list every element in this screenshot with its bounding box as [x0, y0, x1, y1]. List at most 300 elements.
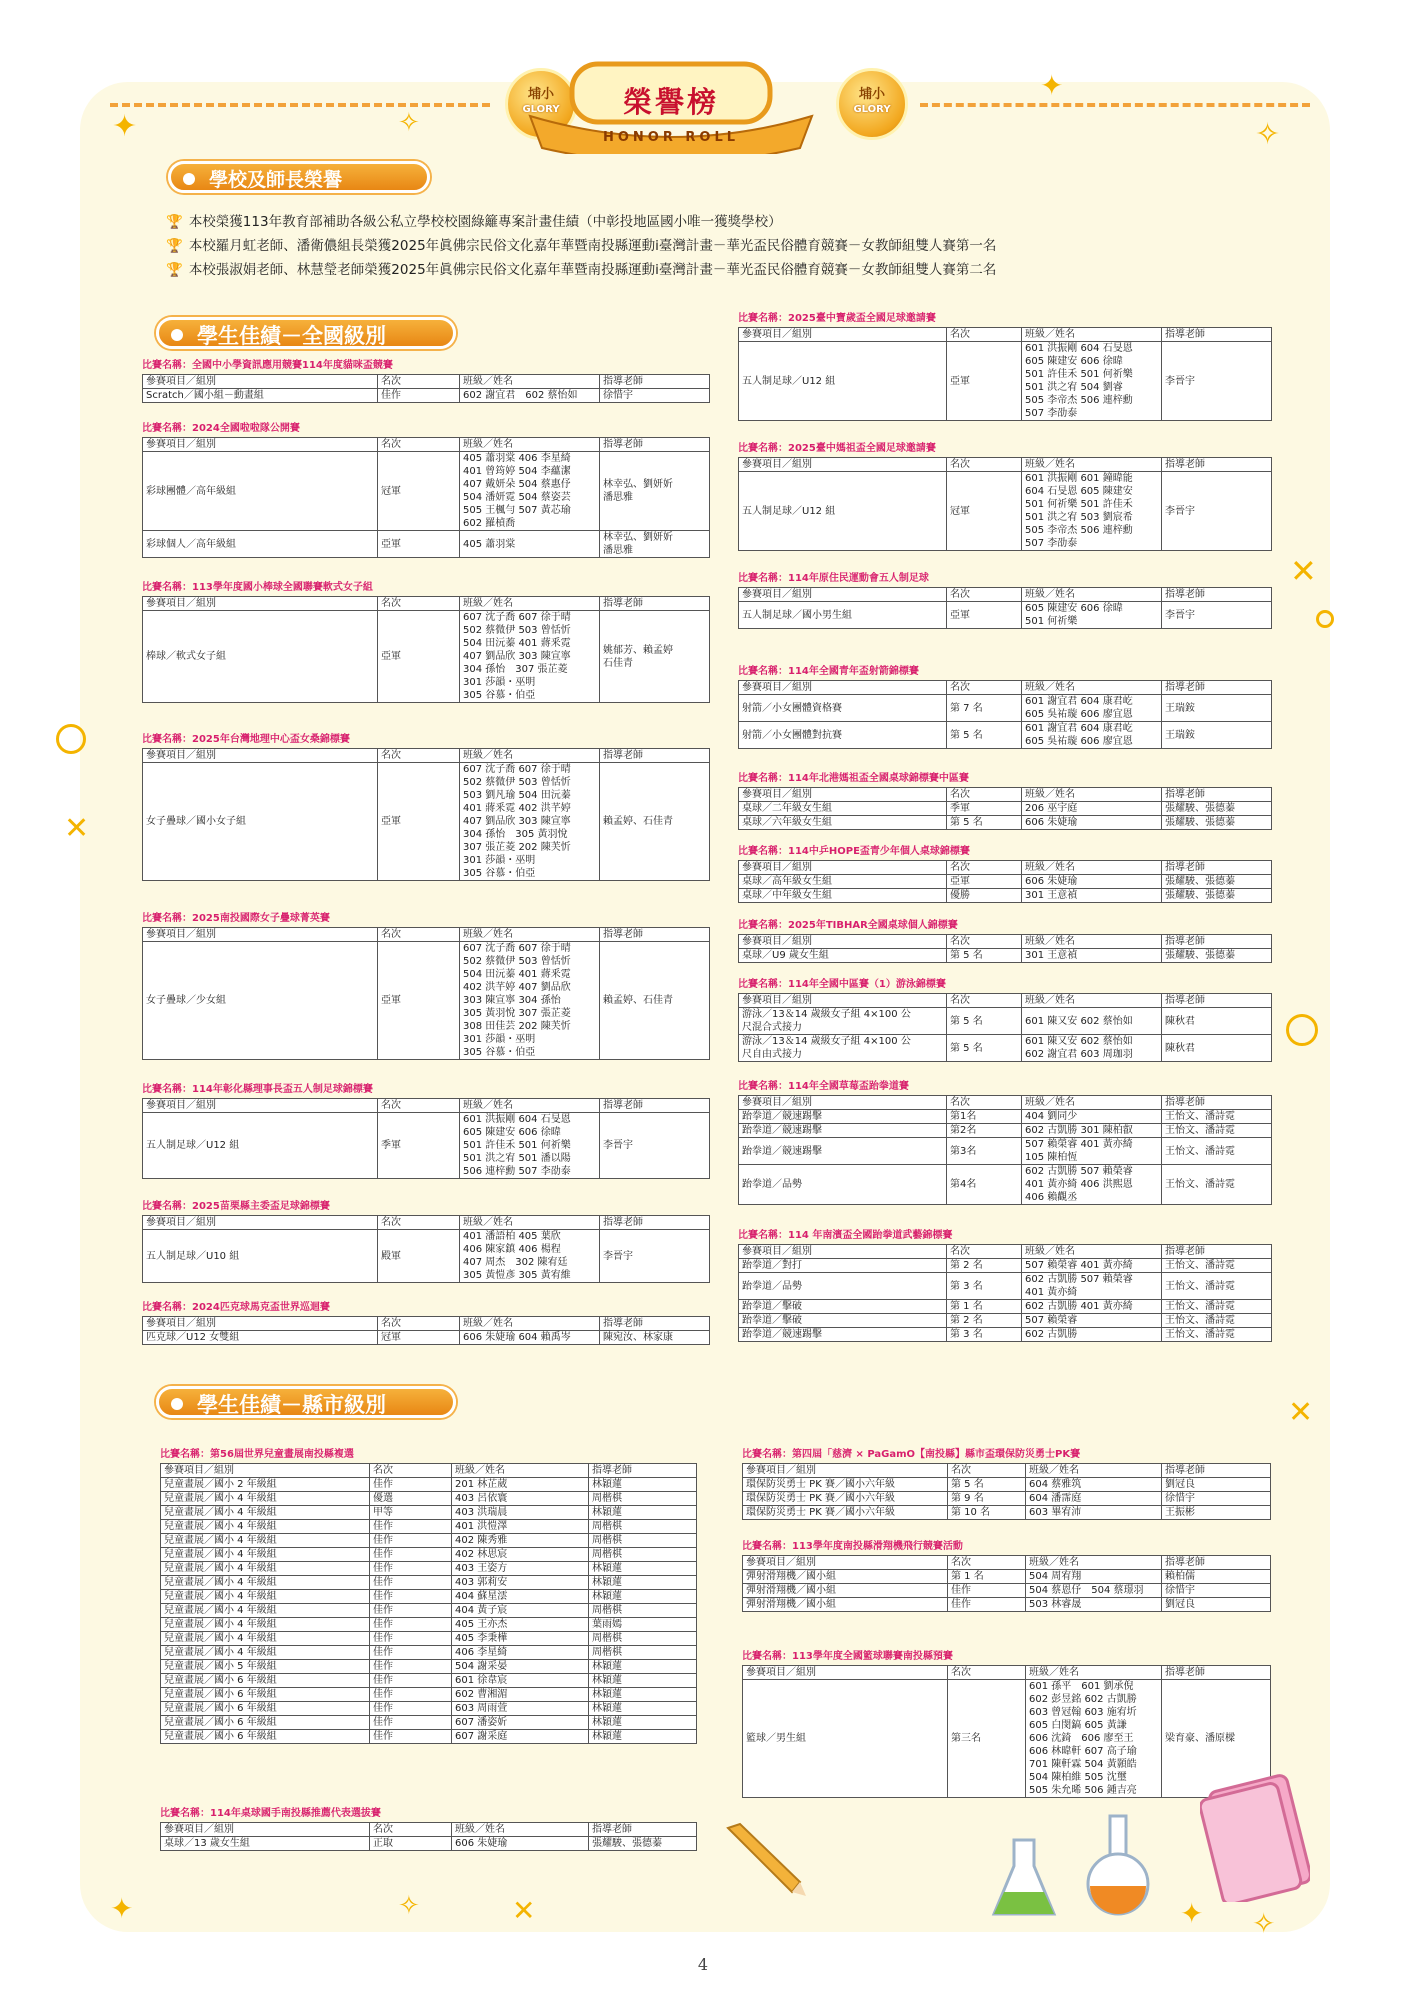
table-cell: 601 陳又安 602 蔡怡如 — [1022, 1008, 1162, 1035]
table-cell: 賴柏儒 — [1162, 1570, 1271, 1584]
table-cell: 第2名 — [947, 1124, 1022, 1138]
table-cell: 佳作 — [370, 1590, 452, 1604]
table-header-cell: 指導老師 — [1162, 1556, 1271, 1570]
table-header-cell: 班級／姓名 — [1022, 994, 1162, 1008]
table-cell: 桌球／U9 歲女生組 — [739, 949, 947, 963]
table-cell: 604 蔡雅筑 — [1026, 1478, 1162, 1492]
table-cell: 第 2 名 — [947, 1314, 1022, 1328]
table-cell: 李晉宇 — [1162, 602, 1272, 629]
competition-title: 比賽名稱：第四屆「慈濟 × PaGamO【南投縣】縣市盃環保防災勇士PK賽 — [742, 1449, 1081, 1460]
table-cell: 第 7 名 — [947, 695, 1022, 722]
table-header-cell: 參賽項目／組別 — [743, 1556, 948, 1570]
table-row — [739, 1124, 1272, 1138]
table-cell: 601 洪振剛 604 石旻恩 605 陳建安 606 徐暐 501 許佳禾 501 何祈樂 501 洪之宥 504 劉睿 505 李帝杰 506 連梓勳 507 李劭泰 — [1022, 342, 1162, 421]
results-table — [160, 1463, 697, 1744]
pencil-icon — [720, 1820, 810, 1900]
table-cell: 兒童畫展／國小 6 年級組 — [161, 1674, 370, 1688]
table-cell: 兒童畫展／國小 4 年級組 — [161, 1604, 370, 1618]
table-header-cell: 名次 — [378, 1317, 460, 1331]
table-cell: 彈射滑翔機／國小組 — [743, 1584, 948, 1598]
table-cell: 王怡文、潘詩霓 — [1162, 1328, 1272, 1342]
table-cell: 兒童畫展／國小 4 年級組 — [161, 1534, 370, 1548]
table-cell: 張耀駿、張德蓁 — [1162, 875, 1272, 889]
table-cell: 第3名 — [947, 1138, 1022, 1165]
heading-dot-icon — [171, 1398, 183, 1410]
table-row — [143, 942, 710, 1060]
results-table — [142, 748, 710, 881]
table-cell: 604 潘霈庭 — [1026, 1492, 1162, 1506]
table-cell: 603 畢宥沛 — [1026, 1506, 1162, 1520]
competition-title: 比賽名稱：全國中小學資訊應用競賽114年度貓咪盃競賽 — [142, 360, 393, 371]
competition-title: 比賽名稱：2025年台灣地理中心盃女桑錦標賽 — [142, 734, 350, 745]
competition-section — [742, 1538, 1271, 1612]
flask-orange-icon — [1080, 1812, 1160, 1918]
table-cell: 兒童畫展／國小 6 年級組 — [161, 1730, 370, 1744]
competition-title: 比賽名稱：2024全國啦啦隊公開賽 — [142, 423, 300, 434]
table-row — [739, 816, 1272, 830]
table-row — [743, 1478, 1271, 1492]
table-cell: 兒童畫展／國小 4 年級組 — [161, 1590, 370, 1604]
table-header-row — [143, 1099, 710, 1113]
table-header-row — [743, 1666, 1271, 1680]
table-header-cell: 參賽項目／組別 — [143, 438, 378, 452]
table-header-row — [143, 597, 710, 611]
table-cell: 第 3 名 — [947, 1328, 1022, 1342]
table-cell: 跆拳道／擊破 — [739, 1300, 947, 1314]
table-row — [739, 1110, 1272, 1124]
table-header-row — [143, 438, 710, 452]
table-cell: 姚郁芳、賴孟婷 石佳青 — [600, 611, 710, 703]
table-header-row — [739, 788, 1272, 802]
table-header-cell: 參賽項目／組別 — [739, 935, 947, 949]
table-row — [143, 389, 710, 403]
table-cell: 周楷棋 — [589, 1534, 697, 1548]
table-header-cell: 班級／姓名 — [1022, 588, 1162, 602]
table-row — [143, 763, 710, 881]
table-header-row — [143, 749, 710, 763]
table-cell: 正取 — [370, 1837, 452, 1851]
table-cell: 兒童畫展／國小 4 年級組 — [161, 1548, 370, 1562]
results-table — [738, 587, 1272, 629]
table-cell: 602 曹湘湄 — [452, 1688, 589, 1702]
table-cell: 桌球／二年級女生組 — [739, 802, 947, 816]
table-row — [143, 611, 710, 703]
table-row — [161, 1688, 697, 1702]
table-cell: 403 呂依寰 — [452, 1492, 589, 1506]
table-cell: 跆拳道／競速踢擊 — [739, 1138, 947, 1165]
table-header-cell: 參賽項目／組別 — [143, 597, 378, 611]
table-cell: 601 洪振剛 604 石旻恩 605 陳建安 606 徐暐 501 許佳禾 501 何祈樂 501 洪之宥 501 潘以陽 506 連梓勳 507 李劭泰 — [460, 1113, 600, 1179]
table-cell: 彩球個人／高年級組 — [143, 531, 378, 558]
table-header-cell: 參賽項目／組別 — [143, 1099, 378, 1113]
sparkle-outline-icon: ✧ — [1252, 1907, 1276, 1940]
table-header-row — [143, 1317, 710, 1331]
results-table — [142, 374, 710, 403]
table-row — [739, 1259, 1272, 1273]
results-table — [742, 1665, 1271, 1798]
table-cell: 第 1 名 — [947, 1300, 1022, 1314]
table-header-row — [739, 328, 1272, 342]
table-header-cell: 班級／姓名 — [1026, 1666, 1162, 1680]
table-cell: 林幸弘、劉妍妡 潘思雅 — [600, 452, 710, 531]
table-header-cell: 名次 — [370, 1823, 452, 1837]
competition-title: 比賽名稱：2025苗栗縣主委盃足球錦標賽 — [142, 1201, 330, 1212]
table-cell: 301 王意禎 — [1022, 889, 1162, 903]
table-cell: 403 洪瑞晨 — [452, 1506, 589, 1520]
table-header-cell: 名次 — [948, 1666, 1026, 1680]
table-header-cell: 名次 — [948, 1464, 1026, 1478]
table-cell: 陳秋君 — [1162, 1035, 1272, 1062]
honor-item — [166, 234, 996, 258]
table-cell: 第 2 名 — [947, 1259, 1022, 1273]
table-cell: 五人制足球／U12 組 — [739, 342, 947, 421]
table-cell: 504 蔡恩伃 504 蔡璟羽 — [1026, 1584, 1162, 1598]
table-cell: 607 沈子喬 607 徐于晴 502 蔡微伊 503 曾恬忻 504 田沅蓁 401 蔣釆霓 402 洪芊婷 407 劉品欣 303 陳宣寧 304 孫怡 305 黃羽悅 307 張芷菱 308 田佳芸 202 陳芙忻 301 莎韻・巫明 305 谷慕・伯亞 — [460, 942, 600, 1060]
competition-section — [142, 1081, 710, 1179]
table-header-cell: 指導老師 — [1162, 1245, 1272, 1259]
table-cell: 林幸弘、劉妍妡 潘思雅 — [600, 531, 710, 558]
table-header-row — [739, 935, 1272, 949]
table-cell: 賴孟婷、石佳青 — [600, 942, 710, 1060]
table-cell: 603 周雨萱 — [452, 1702, 589, 1716]
table-cell: 王怡文、潘詩霓 — [1162, 1110, 1272, 1124]
table-header-cell: 班級／姓名 — [460, 1317, 600, 1331]
circle-icon — [1316, 610, 1334, 628]
table-cell: 佳作 — [370, 1548, 452, 1562]
honor-item-text: 本校張淑娟老師、林慧瑩老師榮獲2025年眞佛宗民俗文化嘉年華暨南投縣運動i臺灣計畫－華光盃民俗體育競賽－女教師組雙人賽第二名 — [188, 262, 997, 278]
table-cell: 佳作 — [948, 1584, 1026, 1598]
table-cell: 李晉宇 — [1162, 342, 1272, 421]
table-cell: 佳作 — [370, 1562, 452, 1576]
table-header-row — [161, 1823, 697, 1837]
table-cell: 林穎蓮 — [589, 1730, 697, 1744]
sparkle-icon: ✦ — [1040, 69, 1064, 102]
table-cell: 五人制足球／U10 組 — [143, 1230, 378, 1283]
table-cell: 第三名 — [948, 1680, 1026, 1798]
results-table — [738, 327, 1272, 421]
heading-dot-icon — [183, 173, 195, 185]
competition-section — [742, 1648, 1271, 1798]
table-header-cell: 名次 — [948, 1556, 1026, 1570]
competition-section — [738, 663, 1272, 749]
table-cell: 佳作 — [370, 1632, 452, 1646]
competition-section — [738, 770, 1272, 830]
table-row — [739, 1300, 1272, 1314]
table-header-row — [739, 1245, 1272, 1259]
heading-dot-icon — [171, 329, 183, 341]
trophy-icon: 🏆 — [166, 238, 183, 254]
table-header-cell: 參賽項目／組別 — [739, 788, 947, 802]
table-cell: 402 陳秀雅 — [452, 1534, 589, 1548]
table-cell: 林穎蓮 — [589, 1478, 697, 1492]
table-header-cell: 參賽項目／組別 — [143, 749, 378, 763]
page-subtitle: HONOR ROLL — [602, 130, 740, 145]
table-row — [739, 695, 1272, 722]
table-cell: 佳作 — [370, 1674, 452, 1688]
table-header-cell: 班級／姓名 — [1026, 1464, 1162, 1478]
table-header-cell: 班級／姓名 — [460, 597, 600, 611]
table-cell: 陳秋君 — [1162, 1008, 1272, 1035]
competition-section — [142, 1198, 710, 1283]
competition-title: 比賽名稱：114年桌球國手南投縣推薦代表選拔賽 — [160, 1808, 381, 1819]
table-cell: 亞軍 — [947, 602, 1022, 629]
table-header-cell: 班級／姓名 — [1022, 681, 1162, 695]
results-table — [738, 934, 1272, 963]
table-cell: 游泳／13＆14 歲級女子組 4×100 公 尺自由式接力 — [739, 1035, 947, 1062]
table-cell: 林穎蓮 — [589, 1674, 697, 1688]
table-cell: 林穎蓮 — [589, 1590, 697, 1604]
table-header-cell: 參賽項目／組別 — [143, 928, 378, 942]
table-header-cell: 班級／姓名 — [1022, 1245, 1162, 1259]
national-heading-text: 學生佳績－全國級別 — [197, 324, 386, 348]
table-header-cell: 名次 — [947, 328, 1022, 342]
results-table — [742, 1463, 1271, 1520]
table-cell: 兒童畫展／國小 5 年級組 — [161, 1660, 370, 1674]
results-table — [738, 680, 1272, 749]
sparkle-icon: ✦ — [1180, 1897, 1204, 1930]
table-cell: 王怡文、潘詩霓 — [1162, 1314, 1272, 1328]
table-cell: 跆拳道／擊破 — [739, 1314, 947, 1328]
table-row — [161, 1590, 697, 1604]
table-row — [161, 1730, 697, 1744]
table-row — [739, 1314, 1272, 1328]
table-header-cell: 指導老師 — [1162, 328, 1272, 342]
competition-section — [738, 917, 1272, 963]
competition-title: 比賽名稱：2025年TIBHAR全國桌球個人錦標賽 — [738, 920, 958, 931]
table-cell: 季軍 — [947, 802, 1022, 816]
table-header-cell: 參賽項目／組別 — [739, 588, 947, 602]
table-header-row — [143, 1216, 710, 1230]
table-cell: 五人制足球／U12 組 — [143, 1113, 378, 1179]
sparkle-icon: ✦ — [112, 109, 138, 144]
table-header-row — [739, 1096, 1272, 1110]
competition-title: 比賽名稱：2024匹克球馬克盃世界巡迴賽 — [142, 1302, 330, 1313]
table-cell: 周楷棋 — [589, 1604, 697, 1618]
medal-right-bottom: GLORY — [853, 104, 891, 115]
competition-section — [142, 1299, 710, 1345]
table-cell: 射箭／小女團體對抗賽 — [739, 722, 947, 749]
table-cell: 佳作 — [370, 1534, 452, 1548]
table-cell: 桌球／中年級女生組 — [739, 889, 947, 903]
header-dash-left — [110, 103, 490, 107]
table-cell: 劉冠良 — [1162, 1598, 1271, 1612]
table-header-cell: 名次 — [378, 438, 460, 452]
table-header-cell: 指導老師 — [589, 1464, 697, 1478]
table-header-cell: 班級／姓名 — [452, 1464, 589, 1478]
table-cell: 第 5 名 — [947, 949, 1022, 963]
table-row — [143, 531, 710, 558]
table-header-cell: 名次 — [947, 861, 1022, 875]
table-cell: 周楷棋 — [589, 1548, 697, 1562]
table-row — [143, 452, 710, 531]
table-header-cell: 名次 — [947, 681, 1022, 695]
table-cell: 張耀駿、張德蓁 — [1162, 816, 1272, 830]
table-header-cell: 名次 — [378, 749, 460, 763]
trophy-icon: 🏆 — [166, 262, 183, 278]
table-cell: 第1名 — [947, 1110, 1022, 1124]
honor-item — [166, 210, 996, 234]
table-cell: 環保防災勇士 PK 賽／國小六年級 — [743, 1492, 948, 1506]
table-row — [739, 1273, 1272, 1300]
competition-section — [142, 910, 710, 1060]
table-cell: 405 李秉樺 — [452, 1632, 589, 1646]
table-header-row — [143, 375, 710, 389]
table-cell: 葉雨嫣 — [589, 1618, 697, 1632]
competition-section — [738, 310, 1272, 421]
table-row — [739, 722, 1272, 749]
table-header-row — [739, 588, 1272, 602]
table-header-cell: 名次 — [947, 458, 1022, 472]
results-table — [142, 1098, 710, 1179]
table-cell: 406 李星綺 — [452, 1646, 589, 1660]
competition-title: 比賽名稱：2025南投國際女子疊球菁英賽 — [142, 913, 330, 924]
table-header-row — [161, 1464, 697, 1478]
table-cell: 佳作 — [370, 1618, 452, 1632]
table-cell: 亞軍 — [947, 342, 1022, 421]
table-cell: 冠軍 — [947, 472, 1022, 551]
page-title: 榮譽榜 — [622, 85, 719, 119]
table-cell: 徐惜宇 — [1162, 1492, 1271, 1506]
medal-left-bottom: GLORY — [522, 104, 560, 115]
table-cell: 602 古凱勝 507 賴榮睿 401 黃亦綺 — [1022, 1273, 1162, 1300]
results-table — [160, 1822, 697, 1851]
table-cell: 607 沈子喬 607 徐于晴 502 蔡微伊 503 曾恬忻 504 田沅蓁 401 蔣釆霓 407 劉品欣 303 陳宣寧 304 孫怡 307 張芷菱 301 莎韻・巫明 305 谷慕・伯亞 — [460, 611, 600, 703]
competition-section — [142, 579, 710, 703]
table-cell: 優選 — [370, 1492, 452, 1506]
school-heading-text: 學校及師長榮譽 — [209, 169, 343, 191]
table-cell: 507 賴榮睿 401 黃亦綺 — [1022, 1259, 1162, 1273]
table-row — [143, 1113, 710, 1179]
table-header-cell: 班級／姓名 — [1022, 861, 1162, 875]
table-cell: 402 林思宸 — [452, 1548, 589, 1562]
table-row — [739, 1328, 1272, 1342]
table-cell: 601 洪振剛 601 鐘暐能 604 石旻恩 605 陳建安 501 何祈樂 501 許佳禾 501 洪之宥 503 劉宸希 505 李帝杰 506 連梓勳 507 李劭泰 — [1022, 472, 1162, 551]
table-header-cell: 名次 — [947, 1245, 1022, 1259]
table-cell: 兒童畫展／國小 2 年級組 — [161, 1478, 370, 1492]
table-cell: 403 王姿方 — [452, 1562, 589, 1576]
competition-title: 比賽名稱：第56屆世界兒童畫展南投縣複選 — [160, 1449, 354, 1460]
table-cell: 優勝 — [947, 889, 1022, 903]
table-cell: 佳作 — [370, 1660, 452, 1674]
table-row — [743, 1584, 1271, 1598]
table-cell: 周楷棋 — [589, 1520, 697, 1534]
table-row — [143, 1230, 710, 1283]
table-cell: 林穎蓮 — [589, 1688, 697, 1702]
table-cell: 王瑞銨 — [1162, 722, 1272, 749]
table-header-cell: 參賽項目／組別 — [161, 1464, 370, 1478]
table-header-cell: 指導老師 — [1162, 1666, 1271, 1680]
table-cell: 兒童畫展／國小 4 年級組 — [161, 1618, 370, 1632]
table-header-cell: 指導老師 — [600, 1317, 710, 1331]
table-row — [739, 1138, 1272, 1165]
competition-section — [738, 843, 1272, 903]
table-cell: 601 謝宜君 604 康君屹 605 吳祐璇 606 廖宜恩 — [1022, 695, 1162, 722]
table-cell: 405 蕭羽棠 — [460, 531, 600, 558]
table-cell: 606 朱婕瑜 — [452, 1837, 589, 1851]
results-table — [738, 787, 1272, 830]
table-cell: 第 9 名 — [948, 1492, 1026, 1506]
table-cell: 403 郭莉安 — [452, 1576, 589, 1590]
table-cell: 林穎蓮 — [589, 1506, 697, 1520]
table-cell: 兒童畫展／國小 4 年級組 — [161, 1576, 370, 1590]
competition-section — [160, 1446, 697, 1744]
table-header-cell: 指導老師 — [1162, 994, 1272, 1008]
table-cell: 梁育豪、潘原樑 — [1162, 1680, 1271, 1798]
table-cell: 林穎蓮 — [589, 1660, 697, 1674]
competition-section — [142, 357, 710, 403]
table-cell: 606 朱婕瑜 — [1022, 816, 1162, 830]
table-cell: 五人制足球／U12 組 — [739, 472, 947, 551]
table-cell: 佳作 — [370, 1702, 452, 1716]
results-table — [142, 927, 710, 1060]
table-cell: 兒童畫展／國小 4 年級組 — [161, 1520, 370, 1534]
table-cell: 季軍 — [378, 1113, 460, 1179]
results-table — [738, 1244, 1272, 1342]
table-row — [143, 1331, 710, 1345]
results-table — [142, 596, 710, 703]
table-cell: 王怡文、潘詩霓 — [1162, 1259, 1272, 1273]
table-cell: 桌球／六年級女生組 — [739, 816, 947, 830]
honor-item-text: 本校榮獲113年教育部補助各級公私立學校校園綠籬專案計畫佳績（中彰投地區國小唯一獲獎學校） — [188, 214, 782, 230]
table-cell: 王怡文、潘詩霓 — [1162, 1300, 1272, 1314]
table-header-cell: 班級／姓名 — [460, 1099, 600, 1113]
table-cell: 冠軍 — [378, 1331, 460, 1345]
trophy-icon: 🏆 — [166, 214, 183, 230]
table-header-cell: 班級／姓名 — [460, 928, 600, 942]
table-cell: 亞軍 — [947, 875, 1022, 889]
table-cell: 桌球／13 歲女生組 — [161, 1837, 370, 1851]
results-table — [738, 1095, 1272, 1205]
table-header-cell: 指導老師 — [1162, 861, 1272, 875]
table-row — [739, 889, 1272, 903]
table-header-cell: 班級／姓名 — [1022, 458, 1162, 472]
table-cell: 佳作 — [370, 1646, 452, 1660]
table-header-cell: 班級／姓名 — [1022, 788, 1162, 802]
competition-section — [738, 1227, 1272, 1342]
table-row — [743, 1492, 1271, 1506]
table-header-row — [739, 458, 1272, 472]
table-cell: 亞軍 — [378, 531, 460, 558]
table-row — [161, 1548, 697, 1562]
table-cell: 504 謝采晏 — [452, 1660, 589, 1674]
table-cell: 607 潘姿妡 — [452, 1716, 589, 1730]
table-header-cell: 指導老師 — [600, 1099, 710, 1113]
table-cell: 冠軍 — [378, 452, 460, 531]
results-table — [738, 993, 1272, 1062]
table-cell: 李晉宇 — [1162, 472, 1272, 551]
honor-item — [166, 258, 996, 282]
notebook-icon — [1200, 1772, 1310, 1902]
results-table — [142, 437, 710, 558]
table-header-cell: 名次 — [947, 788, 1022, 802]
table-cell: 跆拳道／品勢 — [739, 1273, 947, 1300]
table-row — [739, 472, 1272, 551]
sparkle-outline-icon: ✧ — [398, 1891, 420, 1921]
results-table — [742, 1555, 1271, 1612]
table-header-cell: 參賽項目／組別 — [739, 1245, 947, 1259]
circle-icon — [1286, 1014, 1318, 1046]
national-section-heading — [156, 317, 456, 349]
table-cell: 兒童畫展／國小 4 年級組 — [161, 1492, 370, 1506]
table-cell: 李晉宇 — [600, 1230, 710, 1283]
medal-right-top: 埔小 — [858, 87, 885, 102]
table-header-cell: 參賽項目／組別 — [143, 1317, 378, 1331]
table-cell: 跆拳道／競速踢擊 — [739, 1124, 947, 1138]
table-row — [739, 1035, 1272, 1062]
table-cell: 張耀駿、張德蓁 — [589, 1837, 697, 1851]
table-header-cell: 指導老師 — [1162, 1096, 1272, 1110]
table-cell: Scratch／國小組－動畫組 — [143, 389, 378, 403]
